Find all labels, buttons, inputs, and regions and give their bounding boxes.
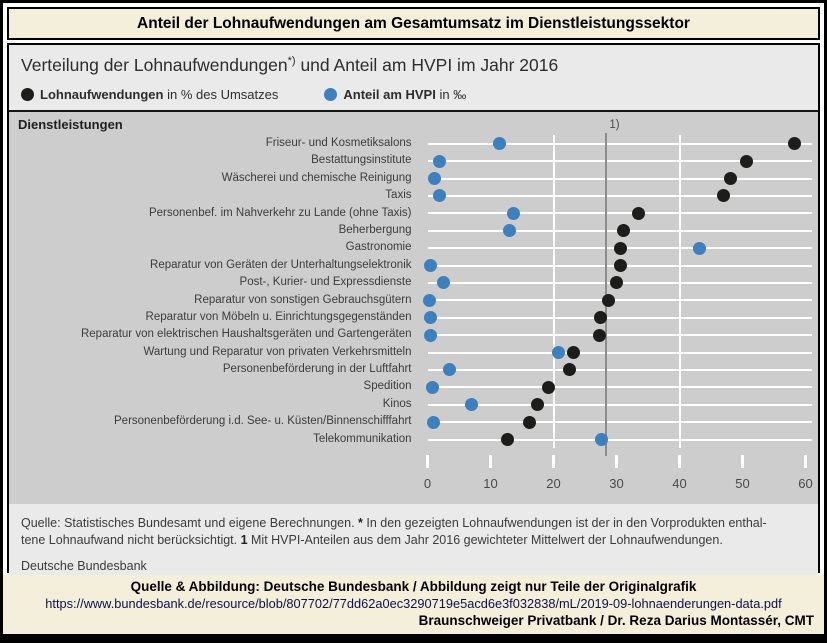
legend-suffix: in ‰ (439, 87, 467, 102)
chart-area (9, 110, 818, 504)
category-label: Telekommunikation (313, 432, 412, 445)
row-gridline (428, 160, 812, 162)
axis-tick (615, 455, 618, 468)
legend-suffix: in % des Umsatzes (167, 87, 279, 102)
row-gridline (428, 143, 812, 145)
lohnaufwendungen-dot (617, 224, 630, 237)
page-title-box (7, 7, 820, 40)
hvpi-dot (433, 155, 446, 168)
hvpi-dot (595, 433, 608, 446)
source-url-link[interactable]: https://www.bundesbank.de/resource/blob/807702/77dd62a0ec3290719e5acd6e3f032838/mL/2019-09-lohnaenderungen-data.pdf (45, 596, 782, 611)
legend-item-hvpi (324, 87, 466, 102)
vertical-gridline (679, 135, 681, 448)
source-label: Deutsche Bundesbank (21, 559, 147, 573)
axis-tick (804, 455, 807, 468)
row-gridline (428, 439, 812, 441)
axis-tick-label: 40 (672, 476, 687, 492)
row-gridline (428, 178, 812, 180)
row-gridline (428, 212, 812, 214)
axis-tick (678, 455, 681, 468)
legend-label: Anteil am HVPI (343, 87, 436, 102)
hvpi-dot (443, 363, 456, 376)
axis-tick-label: 20 (546, 476, 561, 492)
category-label: Friseur- und Kosmetiksalons (265, 137, 412, 149)
category-label: Wäscherei und chemische Reinigung (221, 171, 412, 184)
category-label: Personenbeförderung in der Luftfahrt (222, 363, 412, 376)
axis-tick-label: 10 (483, 476, 498, 492)
lohnaufwendungen-dot (593, 329, 606, 342)
attribution-box (3, 575, 824, 634)
mean-reference-label: 1) (609, 119, 620, 131)
lohnaufwendungen-dot (542, 381, 555, 394)
category-label: Reparatur von Möbeln u. Einrichtungsgegenständen (145, 310, 412, 323)
attribution-credit: Braunschweiger Privatbank / Dr. Reza Darius Montassér, CMT (418, 613, 814, 628)
footnote-line-1 (21, 515, 806, 532)
footnote-text: In den gezeigten Lohnaufwendungen ist der in den Vorprodukten enthal- (362, 516, 767, 530)
footnote-section (9, 504, 818, 581)
hvpi-dot (423, 294, 436, 307)
axis-tick (741, 455, 744, 468)
hvpi-dot (437, 276, 450, 289)
category-label: Spedition (363, 380, 412, 393)
subtitle-text: Verteilung der Lohnaufwendungen (21, 55, 288, 75)
bottom-black-bar (3, 634, 824, 640)
category-label: Reparatur von elektrischen Haushaltsgeräten und Gartengeräten (80, 328, 412, 341)
row-gridline (428, 334, 812, 336)
hvpi-dot (424, 311, 437, 324)
hvpi-dot (465, 398, 478, 411)
row-gridline (428, 369, 812, 371)
category-label: Reparatur von Geräten der Unterhaltungselektronik (150, 258, 412, 271)
category-label: Taxis (385, 189, 412, 202)
subtitle-text-2: und Anteil am HVPI im Jahr 2016 (295, 55, 559, 75)
lohnaufwendungen-dot (602, 294, 615, 307)
footnote-text: Quelle: Statistisches Bundesamt und eigene Berechnungen. (21, 516, 359, 530)
footnote-marker: * (358, 516, 363, 530)
category-label: Beherbergung (338, 223, 412, 236)
group-label: Dienstleistungen (18, 117, 123, 132)
axis-tick-label: 30 (609, 476, 624, 492)
category-labels (9, 135, 421, 505)
plot-column (421, 119, 819, 505)
plot-rows (428, 119, 812, 448)
chart-subtitle (9, 45, 818, 78)
lohnaufwendungen-dot (740, 155, 753, 168)
axis-tick (552, 455, 555, 468)
footnote-marker: 1 (240, 533, 248, 547)
axis-tick-label: 0 (423, 476, 432, 492)
lohnaufwendungen-dot (724, 172, 737, 185)
lohnaufwendungen-dot (788, 137, 801, 150)
lohnaufwendungen-dot (614, 242, 627, 255)
lohnaufwendungen-dot (614, 259, 627, 272)
lohnaufwendungen-dot (632, 207, 645, 220)
lohnaufwendungen-dot (563, 363, 576, 376)
hvpi-dot (427, 416, 440, 429)
axis-tick-label: 50 (735, 476, 750, 492)
row-gridline (428, 404, 812, 406)
chart-legend (9, 78, 818, 110)
hvpi-dot (693, 242, 706, 255)
row-gridline (428, 421, 812, 423)
hvpi-dot (503, 224, 516, 237)
lohnaufwendungen-dot (523, 416, 536, 429)
hvpi-dot (424, 329, 437, 342)
hvpi-dot (552, 346, 565, 359)
page-title: Anteil der Lohnaufwendungen am Gesamtumsatz im Dienstleistungssektor (137, 15, 690, 32)
category-label: Kinos (382, 397, 412, 410)
category-label: Bestattungsinstitute (311, 154, 412, 167)
footnote-text: Mit HVPI-Anteilen aus dem Jahr 2016 gewichteter Mittelwert der Lohnaufwendungen. (247, 533, 723, 547)
row-gridline (428, 299, 812, 301)
category-label: Wartung und Reparatur von privaten Verkehrsmitteln (143, 345, 412, 358)
footnote-line-2 (21, 532, 806, 549)
hvpi-dot (428, 172, 441, 185)
lohnaufwendungen-dot (531, 398, 544, 411)
axis-tick-label: 60 (798, 476, 813, 492)
axis-tick (489, 455, 492, 468)
black-dot-icon (21, 88, 34, 101)
chart-panel (7, 43, 820, 573)
lohnaufwendungen-dot (610, 276, 623, 289)
attribution-headline: Quelle & Abbildung: Deutsche Bundesbank / Abbildung zeigt nur Teile der Originalgrafik (130, 579, 697, 594)
axis-tick (426, 455, 429, 468)
row-gridline (428, 352, 812, 354)
row-gridline (428, 195, 812, 197)
hvpi-dot (426, 381, 439, 394)
x-axis (423, 455, 813, 505)
row-gridline (428, 386, 812, 388)
vertical-gridline (553, 135, 555, 448)
lohnaufwendungen-dot (501, 433, 514, 446)
lohnaufwendungen-dot (567, 346, 580, 359)
legend-item-lohnaufwendungen (21, 87, 278, 102)
category-label: Personenbef. im Nahverkehr zu Lande (ohne Taxis) (148, 206, 412, 219)
legend-label: Lohnaufwendungen (40, 87, 164, 102)
lohnaufwendungen-dot (717, 189, 730, 202)
category-label: Post-, Kurier- und Expressdienste (239, 276, 412, 289)
footnote-text: tene Lohnaufwand nicht berücksichtigt. (21, 533, 241, 547)
hvpi-dot (433, 189, 446, 202)
hvpi-dot (493, 137, 506, 150)
hvpi-dot (507, 207, 520, 220)
category-label: Reparatur von sonstigen Gebrauchsgütern (194, 293, 412, 306)
blue-dot-icon (324, 88, 337, 101)
category-label: Gastronomie (345, 241, 412, 254)
category-label: Personenbeförderung i.d. See- u. Küsten/Binnenschifffahrt (114, 415, 412, 428)
subtitle-footnote-marker: *) (287, 55, 296, 68)
row-gridline (428, 317, 812, 319)
hvpi-dot (424, 259, 437, 272)
